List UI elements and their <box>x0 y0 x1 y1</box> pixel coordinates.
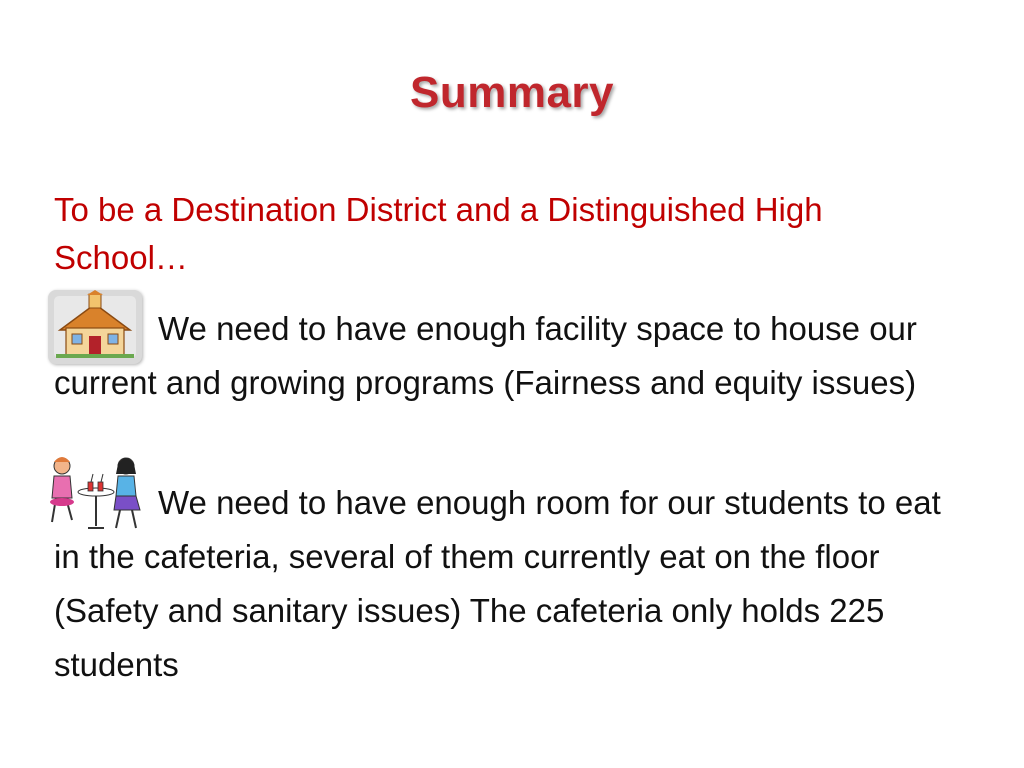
bullet-cafeteria-room <box>54 476 954 692</box>
bullet-text: We need to have enough room for our students to eat in the cafeteria, several of them currently eat on the floor (Safety and sanitary issues) The cafeteria only holds 225 students <box>54 484 941 683</box>
bullet-facility-space <box>54 302 954 410</box>
bullet-text: We need to have enough facility space to house our current and growing programs (Fairness and equity issues) <box>54 310 917 401</box>
intro-text: To be a Destination District and a Distinguished High School… <box>54 191 823 276</box>
slide-title: Summary <box>409 68 615 117</box>
